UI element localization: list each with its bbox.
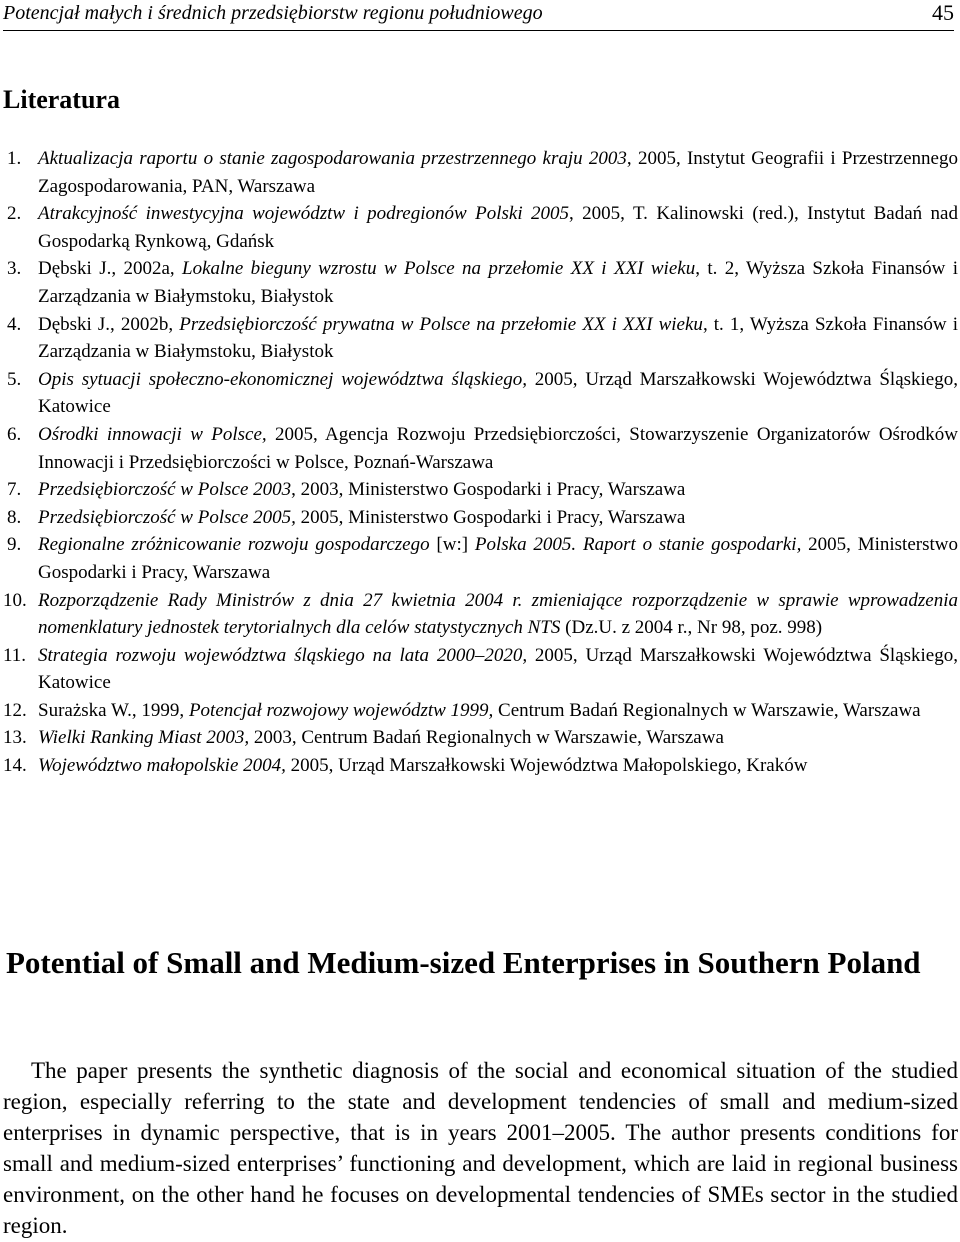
bibliography-item bbox=[3, 642, 958, 697]
bibliography-item-number: 7. bbox=[7, 479, 22, 501]
bibliography-item bbox=[3, 697, 958, 725]
bibliography-item-title: Regionalne zróżnicowanie rozwoju gospodarczego bbox=[38, 534, 430, 556]
running-header bbox=[3, 0, 954, 31]
bibliography-item-text: Dębski J., 2002b, bbox=[38, 313, 180, 335]
bibliography-item-number: 10. bbox=[3, 589, 27, 611]
bibliography-item-number: 9. bbox=[7, 534, 22, 556]
bibliography-item-title: Opis sytuacji społeczno-ekonomicznej województwa śląskiego, bbox=[38, 368, 527, 390]
bibliography-item-text: , t. 1, Wyższa Szkoła Finansów i Zarządzania w Białymstoku, Białystok bbox=[38, 313, 958, 363]
bibliography-item-title: Strategia rozwoju województwa śląskiego na lata 2000–2020, bbox=[38, 644, 528, 666]
bibliography-item bbox=[3, 724, 958, 752]
bibliography-item-text: 2005, Urząd Marszałkowski Województwa Śląskiego, Katowice bbox=[38, 644, 958, 694]
bibliography-item-text: 2005, Urząd Marszałkowski Województwa Śląskiego, Katowice bbox=[38, 368, 958, 418]
bibliography-item-title: Lokalne bieguny wzrostu w Polsce na przełomie XX i XXI wieku bbox=[182, 258, 696, 280]
bibliography-item-text: Centrum Badań Regionalnych w Warszawie, Warszawa bbox=[493, 699, 921, 721]
bibliography-item bbox=[3, 145, 958, 200]
bibliography-item-number: 12. bbox=[3, 699, 27, 721]
bibliography-item-text: Surażska W., 1999, bbox=[38, 699, 189, 721]
bibliography-item-title: Przedsiębiorczość w Polsce 2003 bbox=[38, 479, 292, 501]
bibliography-item-number: 13. bbox=[3, 727, 27, 749]
bibliography-item-text: , 2003, Ministerstwo Gospodarki i Pracy, Warszawa bbox=[291, 479, 686, 501]
bibliography-item bbox=[3, 476, 958, 504]
bibliography-item-number: 6. bbox=[7, 423, 22, 445]
bibliography-item bbox=[3, 311, 958, 366]
bibliography-item bbox=[3, 421, 958, 476]
bibliography-item-title: Potencjał rozwojowy województw 1999, bbox=[188, 699, 494, 721]
bibliography-item-text: Dębski J., 2002a, bbox=[38, 258, 183, 280]
bibliography-item-text: 2003, Centrum Badań Regionalnych w Warszawie, Warszawa bbox=[249, 727, 724, 749]
abstract-text: The paper presents the synthetic diagnosis of the social and economical situation of the studied region, especially referring to the state and development tendencies of small and medium-sized enterprises in dynamic perspective, that is in years 2001–2005. The author presents conditions for small and medium-sized enterprises’ functioning and development, which are laid in regional business environment, on the other hand he focuses on developmental tendencies of SMEs sector in the studied region. bbox=[3, 1058, 958, 1238]
bibliography-item bbox=[3, 752, 958, 780]
bibliography-item-text: 2005, Ministerstwo Gospodarki i Pracy, Warszawa bbox=[295, 506, 686, 528]
bibliography-item-text: 2005, Urząd Marszałkowski Województwa Małopolskiego, Kraków bbox=[285, 755, 808, 777]
bibliography-item-text: 2005, Agencja Rozwoju Przedsiębiorczości, Stowarzyszenie Organizatorów Ośrodków Innowacji i Przedsiębiorczości w Polsce, Poznań-Warszawa bbox=[38, 423, 958, 473]
bibliography-item bbox=[3, 504, 958, 532]
bibliography-item-number: 14. bbox=[3, 755, 27, 777]
bibliography-item bbox=[3, 531, 958, 586]
bibliography-item-number: 5. bbox=[7, 368, 22, 390]
bibliography-item-number: 4. bbox=[7, 313, 22, 335]
bibliography-item-text: , 2005, Instytut Geografii i Przestrzennego Zagospodarowania, PAN, Warszawa bbox=[38, 148, 958, 197]
bibliography-item-number: 11. bbox=[3, 644, 27, 666]
bibliography-item bbox=[3, 587, 958, 642]
bibliography-item-text: , 2005, T. Kalinowski (red.), Instytut Badań nad Gospodarką Rynkową, Gdańsk bbox=[38, 203, 958, 252]
page-number: 45 bbox=[932, 0, 954, 25]
bibliography-item-number: 3. bbox=[7, 258, 22, 280]
bibliography-item-number: 2. bbox=[7, 203, 22, 225]
bibliography-item-title: Atrakcyjność inwestycyjna województw i podregionów Polski 2005 bbox=[38, 203, 569, 225]
abstract-title: Potential of Small and Medium-sized Enterprises in Southern Poland bbox=[6, 945, 921, 980]
bibliography-list bbox=[3, 145, 958, 780]
bibliography-item-title: Przedsiębiorczość w Polsce 2005, bbox=[38, 506, 296, 528]
bibliography-item-title: Ośrodki innowacji w Polsce, bbox=[38, 423, 267, 445]
bibliography-item-number: 8. bbox=[7, 506, 22, 528]
bibliography-item-title: Rozporządzenie Rady Ministrów z dnia 27 kwietnia 2004 r. zmieniające rozporządzenie w sprawie wprowadzenia nomenklatury jednostek terytorialnych dla celów statystycznych NTS bbox=[38, 589, 958, 639]
bibliography-item-title: Polska 2005. Raport o stanie gospodarki, bbox=[474, 534, 802, 556]
bibliography-item-title: Aktualizacja raportu o stanie zagospodarowania przestrzennego kraju 2003 bbox=[38, 148, 627, 169]
bibliography-item-text: , t. 2, Wyższa Szkoła Finansów i Zarządzania w Białymstoku, Białystok bbox=[38, 258, 959, 307]
bibliography-item-number: 1. bbox=[7, 148, 22, 169]
bibliography-item-text: (Dz.U. z 2004 r., Nr 98, poz. 998) bbox=[560, 617, 823, 639]
bibliography-item-title: Województwo małopolskie 2004, bbox=[38, 755, 286, 777]
bibliography-item-title: Przedsiębiorczość prywatna w Polsce na przełomie XX i XXI wieku bbox=[179, 313, 703, 335]
bibliography-item-text: [w:] bbox=[429, 534, 475, 556]
running-title: Potencjał małych i średnich przedsiębiorstw regionu południowego bbox=[3, 2, 543, 24]
bibliography-item-title: Wielki Ranking Miast 2003, bbox=[38, 727, 250, 749]
bibliography-item bbox=[3, 366, 958, 421]
bibliography-item bbox=[3, 200, 958, 255]
bibliography-heading: Literatura bbox=[3, 85, 120, 114]
bibliography-item bbox=[3, 255, 958, 310]
bibliography-item-text: 2005, Ministerstwo Gospodarki i Pracy, Warszawa bbox=[38, 534, 958, 583]
